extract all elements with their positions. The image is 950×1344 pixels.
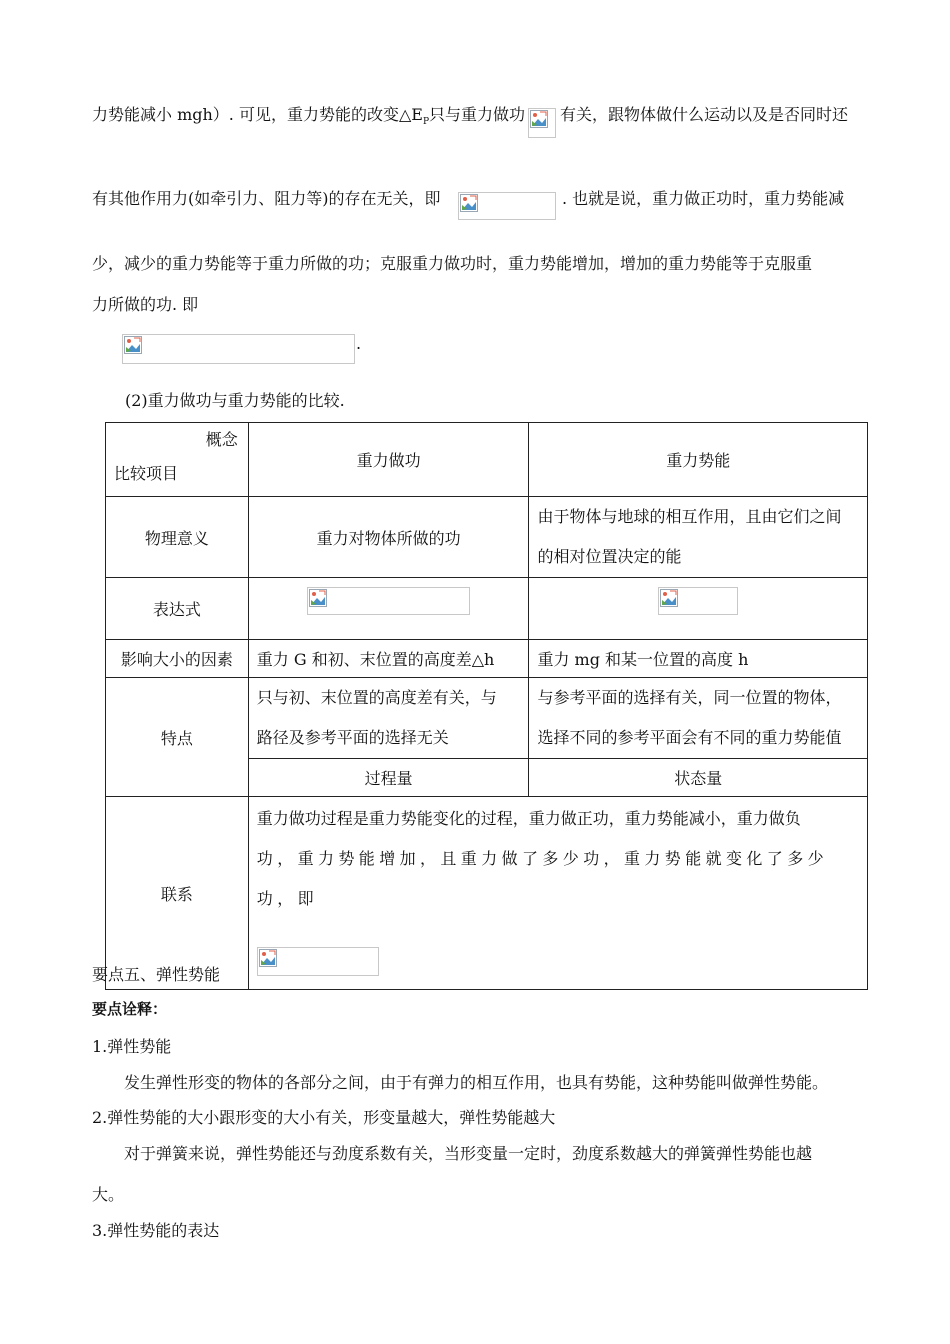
table-cell — [248, 797, 867, 990]
table-row — [106, 640, 868, 678]
table-cell — [529, 497, 868, 578]
cell-line: 选择不同的参考平面会有不同的重力势能值 — [537, 728, 842, 747]
broken-image-icon — [124, 336, 142, 354]
table-cell — [529, 640, 868, 678]
diagonal-header-cell — [106, 423, 249, 497]
cell-line: 重力 G 和初、末位置的高度差△h — [256, 650, 495, 669]
formula-image — [658, 587, 738, 615]
table-cell — [248, 578, 529, 640]
item-title: 1.弹性势能 — [92, 1037, 172, 1056]
table-row — [106, 797, 868, 990]
header-concept: 概念 — [205, 430, 238, 449]
table-cell: 过程量 — [248, 759, 529, 797]
formula-image — [122, 334, 355, 364]
table-row — [106, 423, 868, 497]
row-label: 表达式 — [106, 578, 249, 640]
text-span: 只与重力做功 — [429, 105, 526, 124]
broken-image-icon — [530, 110, 548, 128]
formula-image — [458, 192, 556, 220]
item-text: 大。 — [92, 1185, 125, 1204]
formula-image — [528, 108, 556, 138]
row-label: 特点 — [106, 678, 249, 797]
item-title: 2.弹性势能的大小跟形变的大小有关，形变量越大，弹性势能越大 — [92, 1108, 556, 1127]
cell-line: 重力 mg 和某一位置的高度 h — [537, 650, 749, 669]
paragraph-line: 少，减少的重力势能等于重力所做的功；克服重力做功时，重力势能增加，增加的重力势能等于克服重 — [92, 254, 813, 273]
table-header-cell: 重力做功 — [248, 423, 529, 497]
section-heading: (2)重力做功与重力势能的比较. — [125, 391, 345, 410]
cell-line: 的相对位置决定的能 — [537, 547, 682, 566]
item-text: 对于弹簧来说，弹性势能还与劲度系数有关，当形变量一定时，劲度系数越大的弹簧弹性势能也越 — [124, 1144, 813, 1163]
broken-image-icon — [460, 194, 478, 212]
cell-line: 由于物体与地球的相互作用，且由它们之间 — [537, 507, 842, 526]
table-cell: 重力对物体所做的功 — [248, 497, 529, 578]
table-row — [106, 578, 868, 640]
row-label: 影响大小的因素 — [106, 640, 249, 678]
comparison-table — [105, 422, 868, 990]
item-text: 发生弹性形变的物体的各部分之间，由于有弹力的相互作用，也具有势能，这种势能叫做弹性势能。 — [124, 1073, 829, 1092]
formula-image — [257, 947, 379, 976]
broken-image-icon — [259, 949, 277, 967]
formula-image — [307, 587, 470, 615]
table-row — [106, 497, 868, 578]
broken-image-icon — [660, 589, 678, 607]
cell-line: 路径及参考平面的选择无关 — [256, 728, 449, 747]
punctuation: . — [356, 334, 362, 353]
paragraph-line: 力所做的功. 即 — [92, 295, 199, 314]
explain-title: 要点诠释： — [92, 1000, 168, 1018]
paragraph-line: 有其他作用力(如牵引力、阻力等)的存在无关，即 — [92, 189, 441, 208]
cell-line: 功，重力势能增加，且重力做了多少功，重力势能就变化了多少功，即 — [256, 849, 828, 908]
table-cell — [248, 678, 529, 759]
table-cell — [529, 578, 868, 640]
cell-line: 重力做功过程是重力势能变化的过程，重力做正功，重力势能减小，重力做负 — [256, 809, 801, 828]
text-span: 力势能减小 mgh）. 可见，重力势能的改变△E — [92, 105, 423, 124]
row-label: 物理意义 — [106, 497, 249, 578]
header-item: 比较项目 — [114, 464, 179, 483]
cell-line: 与参考平面的选择有关，同一位置的物体， — [537, 688, 842, 707]
row-label: 联系 — [106, 797, 249, 990]
section-title: 要点五、弹性势能 — [92, 965, 221, 984]
table-header-cell: 重力势能 — [529, 423, 868, 497]
subscript: P — [422, 117, 430, 128]
table-row — [106, 678, 868, 759]
item-title: 3.弹性势能的表达 — [92, 1221, 220, 1240]
formula-holder — [249, 919, 867, 989]
cell-line: 只与初、末位置的高度差有关，与 — [256, 688, 497, 707]
table-cell — [248, 640, 529, 678]
paragraph-line: . 也就是说，重力做正功时，重力势能减 — [562, 189, 845, 208]
paragraph-line — [92, 102, 525, 127]
table-cell — [529, 678, 868, 759]
broken-image-icon — [309, 589, 327, 607]
table-cell: 状态量 — [529, 759, 868, 797]
paragraph-line: 有关，跟物体做什么运动以及是否同时还 — [560, 105, 849, 124]
